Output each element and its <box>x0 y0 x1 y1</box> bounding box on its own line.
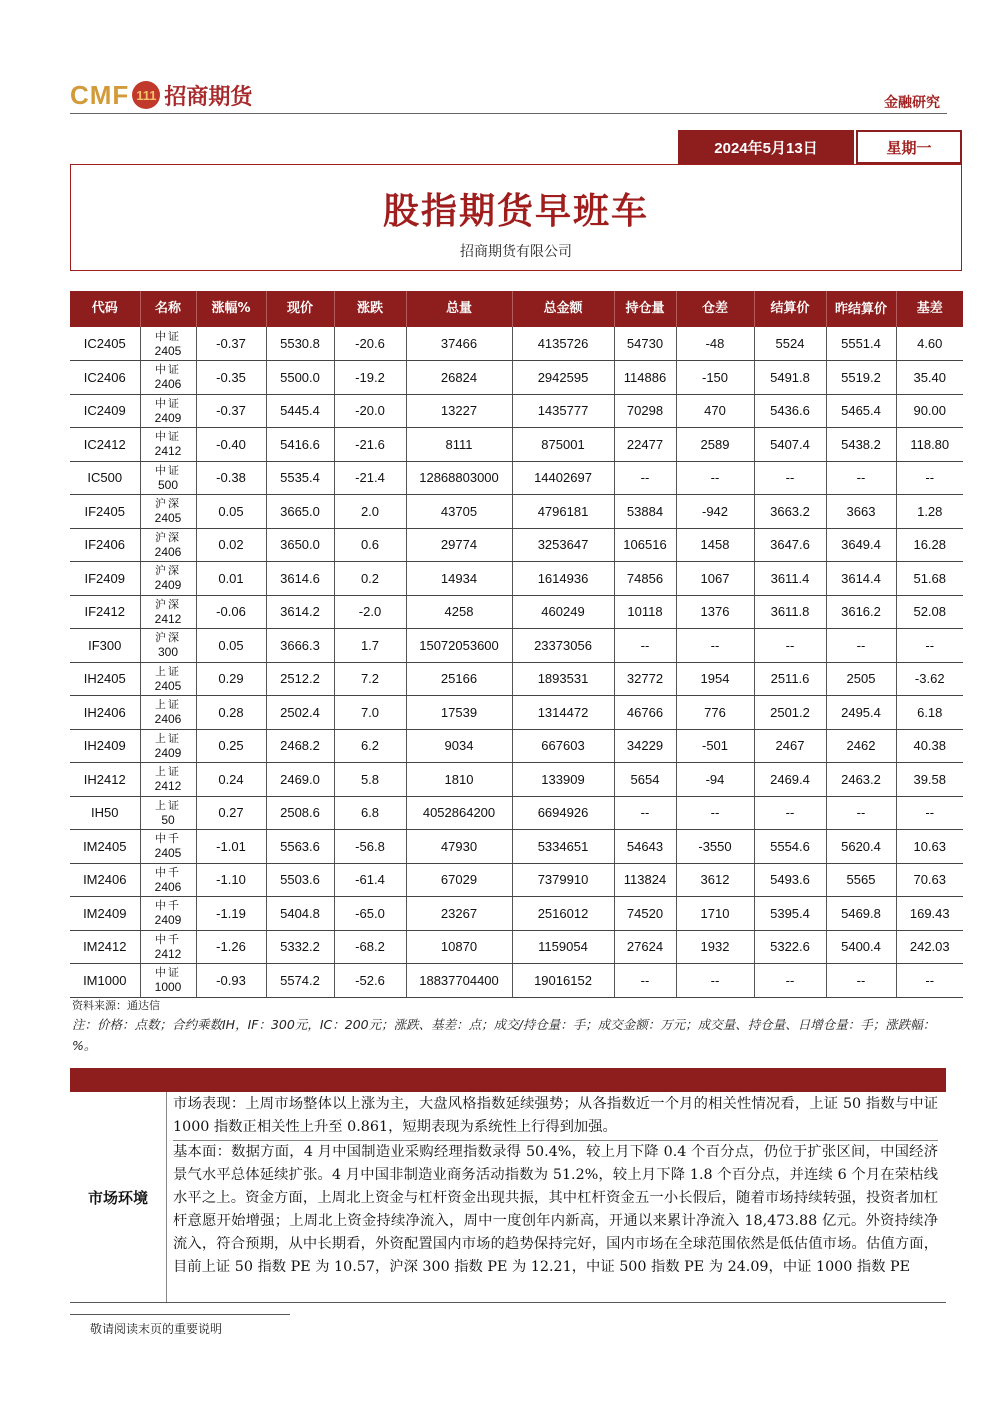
table-cell: 1435777 <box>512 394 614 428</box>
table-cell: 9034 <box>406 729 512 763</box>
table-cell: IC2405 <box>70 327 140 361</box>
table-cell: -1.01 <box>196 830 266 864</box>
logo-cmf-text: CMF <box>70 79 130 110</box>
table-cell: 上证 50 <box>140 796 196 830</box>
table-cell: 4135726 <box>512 327 614 361</box>
table-cell: 2.0 <box>334 495 406 529</box>
table-cell: 2505 <box>826 662 896 696</box>
table-cell: 14934 <box>406 562 512 596</box>
table-cell: -- <box>896 461 963 495</box>
table-cell: 10870 <box>406 930 512 964</box>
table-cell: IM1000 <box>70 964 140 998</box>
table-cell: 5395.4 <box>754 897 826 931</box>
table-cell: 133909 <box>512 763 614 797</box>
table-cell: 242.03 <box>896 930 963 964</box>
table-cell: -65.0 <box>334 897 406 931</box>
table-cell: 10.63 <box>896 830 963 864</box>
table-cell: 4.60 <box>896 327 963 361</box>
company-logo <box>70 78 252 112</box>
table-cell: 5654 <box>614 763 676 797</box>
market-commentary <box>173 1093 938 1279</box>
table-cell: 37466 <box>406 327 512 361</box>
table-cell: 中证 2405 <box>140 327 196 361</box>
table-cell: 5438.2 <box>826 428 896 462</box>
table-cell: 1458 <box>676 528 754 562</box>
footer-divider <box>70 1314 290 1315</box>
section-header-bar <box>70 1068 946 1092</box>
table-cell: 2467 <box>754 729 826 763</box>
table-cell: 5332.2 <box>266 930 334 964</box>
market-performance-paragraph: 市场表现：上周市场整体以上涨为主，大盘风格指数延续强势；从各指数近一个月的相关性情况看，上证 50 指数与中证 1000 指数正相关性上升至 0.861，短期表现为系统性上行得到加强。 <box>173 1096 938 1135</box>
logo-badge-icon: 111 <box>132 81 160 109</box>
table-cell: 10118 <box>614 595 676 629</box>
table-cell: 1810 <box>406 763 512 797</box>
column-header: 持仓量 <box>614 291 676 327</box>
table-cell: 6.8 <box>334 796 406 830</box>
table-cell: 1710 <box>676 897 754 931</box>
table-cell: -21.6 <box>334 428 406 462</box>
table-cell: 3665.0 <box>266 495 334 529</box>
table-cell: 5524 <box>754 327 826 361</box>
table-cell: 25166 <box>406 662 512 696</box>
table-cell: 90.00 <box>896 394 963 428</box>
table-cell: 3614.4 <box>826 562 896 596</box>
table-cell: 53884 <box>614 495 676 529</box>
table-cell: 6.18 <box>896 696 963 730</box>
table-cell: 5407.4 <box>754 428 826 462</box>
table-cell: 16.28 <box>896 528 963 562</box>
table-cell: IM2409 <box>70 897 140 931</box>
table-cell: 中证 2406 <box>140 361 196 395</box>
logo-company-name: 招商期货 <box>164 83 253 110</box>
table-cell: -- <box>826 964 896 998</box>
table-cell: IF2409 <box>70 562 140 596</box>
table-cell: 667603 <box>512 729 614 763</box>
table-cell: 2512.2 <box>266 662 334 696</box>
column-header: 昨结算价 <box>826 291 896 327</box>
table-cell: 14402697 <box>512 461 614 495</box>
department-label: 金融研究 <box>884 95 940 111</box>
table-cell: -2.0 <box>334 595 406 629</box>
table-cell: 0.05 <box>196 629 266 663</box>
table-cell: 5436.6 <box>754 394 826 428</box>
table-cell: 39.58 <box>896 763 963 797</box>
table-cell: 0.29 <box>196 662 266 696</box>
table-cell: 7379910 <box>512 863 614 897</box>
table-cell: 114886 <box>614 361 676 395</box>
table-cell: 沪深 2406 <box>140 528 196 562</box>
table-cell: 1614936 <box>512 562 614 596</box>
table-cell: 5503.6 <box>266 863 334 897</box>
table-row <box>70 629 963 663</box>
table-cell: 4258 <box>406 595 512 629</box>
column-header: 涨幅% <box>196 291 266 327</box>
table-cell: 1.7 <box>334 629 406 663</box>
table-cell: -3550 <box>676 830 754 864</box>
table-cell: 113824 <box>614 863 676 897</box>
table-cell: 5574.2 <box>266 964 334 998</box>
table-cell: 23267 <box>406 897 512 931</box>
table-cell: 54643 <box>614 830 676 864</box>
table-cell: 6.2 <box>334 729 406 763</box>
table-cell: IC2406 <box>70 361 140 395</box>
table-cell: IH2409 <box>70 729 140 763</box>
table-cell: IM2406 <box>70 863 140 897</box>
table-cell: 54730 <box>614 327 676 361</box>
table-row <box>70 394 963 428</box>
table-cell: 3663 <box>826 495 896 529</box>
table-cell: 2495.4 <box>826 696 896 730</box>
table-cell: -0.37 <box>196 327 266 361</box>
table-cell: 460249 <box>512 595 614 629</box>
table-cell: -94 <box>676 763 754 797</box>
table-cell: -- <box>896 629 963 663</box>
table-cell: 23373056 <box>512 629 614 663</box>
table-cell: 0.6 <box>334 528 406 562</box>
table-cell: 169.43 <box>896 897 963 931</box>
table-row <box>70 327 963 361</box>
table-cell: 2508.6 <box>266 796 334 830</box>
table-cell: -- <box>826 796 896 830</box>
table-cell: 3650.0 <box>266 528 334 562</box>
table-cell: 2516012 <box>512 897 614 931</box>
column-header: 现价 <box>266 291 334 327</box>
table-cell: 2468.2 <box>266 729 334 763</box>
table-cell: 5551.4 <box>826 327 896 361</box>
table-cell: 0.27 <box>196 796 266 830</box>
table-cell: 3614.2 <box>266 595 334 629</box>
table-row <box>70 528 963 562</box>
table-cell: 3666.3 <box>266 629 334 663</box>
table-cell: 上证 2406 <box>140 696 196 730</box>
table-cell: 2942595 <box>512 361 614 395</box>
table-cell: IH2405 <box>70 662 140 696</box>
table-cell: -- <box>614 629 676 663</box>
table-cell: -1.10 <box>196 863 266 897</box>
table-cell: -20.0 <box>334 394 406 428</box>
table-cell: 3616.2 <box>826 595 896 629</box>
table-row <box>70 830 963 864</box>
table-cell: 1.28 <box>896 495 963 529</box>
table-cell: 18837704400 <box>406 964 512 998</box>
title-box <box>70 164 962 271</box>
table-cell: -- <box>754 964 826 998</box>
column-header: 基差 <box>896 291 963 327</box>
table-cell: 35.40 <box>896 361 963 395</box>
table-cell: 13227 <box>406 394 512 428</box>
table-cell: 5535.4 <box>266 461 334 495</box>
table-cell: 776 <box>676 696 754 730</box>
table-cell: -0.35 <box>196 361 266 395</box>
table-cell: 0.2 <box>334 562 406 596</box>
header-divider <box>70 113 947 114</box>
table-cell: 沪深 300 <box>140 629 196 663</box>
table-cell: -501 <box>676 729 754 763</box>
table-cell: 1376 <box>676 595 754 629</box>
table-cell: 51.68 <box>896 562 963 596</box>
table-row <box>70 595 963 629</box>
table-cell: IH2406 <box>70 696 140 730</box>
table-cell: IF2406 <box>70 528 140 562</box>
column-header: 结算价 <box>754 291 826 327</box>
table-row <box>70 662 963 696</box>
table-cell: -- <box>614 796 676 830</box>
table-cell: -942 <box>676 495 754 529</box>
table-cell: -- <box>754 629 826 663</box>
page-title: 股指期货早班车 <box>382 190 649 232</box>
table-cell: 1314472 <box>512 696 614 730</box>
table-cell: 5465.4 <box>826 394 896 428</box>
table-cell: 0.28 <box>196 696 266 730</box>
table-cell: 3614.6 <box>266 562 334 596</box>
table-cell: -0.06 <box>196 595 266 629</box>
table-cell: 沪深 2409 <box>140 562 196 596</box>
table-cell: -0.37 <box>196 394 266 428</box>
column-header: 总金额 <box>512 291 614 327</box>
table-cell: 中证 2412 <box>140 428 196 462</box>
table-cell: -68.2 <box>334 930 406 964</box>
table-cell: 2501.2 <box>754 696 826 730</box>
table-header-row <box>70 291 963 327</box>
table-cell: 0.24 <box>196 763 266 797</box>
table-cell: 3611.8 <box>754 595 826 629</box>
table-cell: -52.6 <box>334 964 406 998</box>
table-cell: -20.6 <box>334 327 406 361</box>
table-cell: 46766 <box>614 696 676 730</box>
table-cell: 3253647 <box>512 528 614 562</box>
table-cell: 5530.8 <box>266 327 334 361</box>
table-cell: 2589 <box>676 428 754 462</box>
table-cell: 5404.8 <box>266 897 334 931</box>
company-name: 招商期货有限公司 <box>460 244 572 260</box>
table-cell: -- <box>676 461 754 495</box>
table-cell: -- <box>676 964 754 998</box>
table-cell: 2502.4 <box>266 696 334 730</box>
table-cell: -1.26 <box>196 930 266 964</box>
table-cell: 43705 <box>406 495 512 529</box>
data-source: 资料来源：通达信 <box>72 999 160 1012</box>
table-cell: -- <box>676 629 754 663</box>
table-cell: IC500 <box>70 461 140 495</box>
paragraph-divider <box>173 1140 938 1141</box>
table-cell: 29774 <box>406 528 512 562</box>
table-cell: 3611.4 <box>754 562 826 596</box>
table-cell: -- <box>614 964 676 998</box>
table-cell: 0.25 <box>196 729 266 763</box>
table-cell: 5416.6 <box>266 428 334 462</box>
table-cell: 17539 <box>406 696 512 730</box>
section-label-market: 市场环境 <box>87 1188 148 1207</box>
table-cell: 875001 <box>512 428 614 462</box>
table-cell: -- <box>826 461 896 495</box>
table-cell: IF2412 <box>70 595 140 629</box>
table-cell: 470 <box>676 394 754 428</box>
table-cell: 0.05 <box>196 495 266 529</box>
table-cell: 上证 2412 <box>140 763 196 797</box>
table-cell: -0.40 <box>196 428 266 462</box>
table-cell: 8111 <box>406 428 512 462</box>
table-cell: 7.2 <box>334 662 406 696</box>
table-cell: 中千 2406 <box>140 863 196 897</box>
table-cell: 沪深 2412 <box>140 595 196 629</box>
table-cell: 118.80 <box>896 428 963 462</box>
table-row <box>70 863 963 897</box>
table-row <box>70 897 963 931</box>
table-cell: 47930 <box>406 830 512 864</box>
table-cell: 2469.0 <box>266 763 334 797</box>
table-row <box>70 428 963 462</box>
footer-disclaimer: 敬请阅读末页的重要说明 <box>90 1322 223 1336</box>
table-cell: 中千 2409 <box>140 897 196 931</box>
table-cell: 15072053600 <box>406 629 512 663</box>
table-cell: -0.93 <box>196 964 266 998</box>
table-cell: IC2409 <box>70 394 140 428</box>
table-cell: 5334651 <box>512 830 614 864</box>
table-cell: 106516 <box>614 528 676 562</box>
table-cell: 74520 <box>614 897 676 931</box>
table-cell: IH2412 <box>70 763 140 797</box>
column-header: 名称 <box>140 291 196 327</box>
table-cell: 70.63 <box>896 863 963 897</box>
table-cell: 5563.6 <box>266 830 334 864</box>
section-vertical-divider <box>166 1092 167 1302</box>
table-cell: 5565 <box>826 863 896 897</box>
table-cell: 1954 <box>676 662 754 696</box>
column-header: 总量 <box>406 291 512 327</box>
table-cell: 52.08 <box>896 595 963 629</box>
table-cell: 67029 <box>406 863 512 897</box>
table-cell: -- <box>896 796 963 830</box>
table-cell: 5519.2 <box>826 361 896 395</box>
futures-quote-table <box>70 291 963 998</box>
table-cell: 74856 <box>614 562 676 596</box>
table-cell: 4052864200 <box>406 796 512 830</box>
table-cell: 5400.4 <box>826 930 896 964</box>
table-cell: 2511.6 <box>754 662 826 696</box>
table-cell: 1159054 <box>512 930 614 964</box>
table-cell: 2463.2 <box>826 763 896 797</box>
table-cell: 0.02 <box>196 528 266 562</box>
table-cell: -1.19 <box>196 897 266 931</box>
table-row <box>70 930 963 964</box>
table-cell: -- <box>754 796 826 830</box>
table-row <box>70 361 963 395</box>
report-date: 2024年5月13日 <box>678 130 854 164</box>
table-cell: 5.8 <box>334 763 406 797</box>
table-cell: IM2405 <box>70 830 140 864</box>
table-cell: 5620.4 <box>826 830 896 864</box>
table-cell: 70298 <box>614 394 676 428</box>
table-cell: 中千 2405 <box>140 830 196 864</box>
table-cell: 12868803000 <box>406 461 512 495</box>
table-body <box>70 327 963 997</box>
table-cell: 32772 <box>614 662 676 696</box>
table-cell: 1067 <box>676 562 754 596</box>
table-cell: 中证 500 <box>140 461 196 495</box>
table-cell: 4796181 <box>512 495 614 529</box>
table-cell: 3647.6 <box>754 528 826 562</box>
table-row <box>70 562 963 596</box>
table-cell: 5500.0 <box>266 361 334 395</box>
report-weekday: 星期一 <box>856 130 962 164</box>
table-cell: 3612 <box>676 863 754 897</box>
table-cell: IF300 <box>70 629 140 663</box>
table-cell: -- <box>754 461 826 495</box>
section-bottom-divider <box>70 1302 946 1303</box>
table-note: 注：价格：点数；合约乘数IH，IF：300元，IC：200元；涨跌、基差：点；成交/持仓量：手；成交金额：万元；成交量、持仓量、日增仓量：手；涨跌幅：%。 <box>72 1017 936 1053</box>
table-cell: -19.2 <box>334 361 406 395</box>
table-cell: 5491.8 <box>754 361 826 395</box>
table-cell: IH50 <box>70 796 140 830</box>
table-cell: -- <box>614 461 676 495</box>
table-cell: 5445.4 <box>266 394 334 428</box>
table-row <box>70 461 963 495</box>
table-cell: -61.4 <box>334 863 406 897</box>
table-cell: 19016152 <box>512 964 614 998</box>
table-cell: 40.38 <box>896 729 963 763</box>
table-cell: 5469.8 <box>826 897 896 931</box>
table-cell: 中证 2409 <box>140 394 196 428</box>
table-cell: -- <box>826 629 896 663</box>
column-header: 涨跌 <box>334 291 406 327</box>
table-cell: -- <box>676 796 754 830</box>
table-cell: 上证 2409 <box>140 729 196 763</box>
table-cell: 中证 1000 <box>140 964 196 998</box>
table-cell: IF2405 <box>70 495 140 529</box>
table-cell: 26824 <box>406 361 512 395</box>
table-cell: -0.38 <box>196 461 266 495</box>
table-cell: 5322.6 <box>754 930 826 964</box>
table-cell: 1893531 <box>512 662 614 696</box>
table-cell: 上证 2405 <box>140 662 196 696</box>
table-row <box>70 964 963 998</box>
table-cell: 1932 <box>676 930 754 964</box>
table-cell: 2469.4 <box>754 763 826 797</box>
table-cell: -21.4 <box>334 461 406 495</box>
table-cell: 7.0 <box>334 696 406 730</box>
table-cell: 沪深 2405 <box>140 495 196 529</box>
table-cell: 0.01 <box>196 562 266 596</box>
table-cell: IC2412 <box>70 428 140 462</box>
table-cell: 5493.6 <box>754 863 826 897</box>
column-header: 仓差 <box>676 291 754 327</box>
table-cell: 22477 <box>614 428 676 462</box>
table-cell: 34229 <box>614 729 676 763</box>
table-cell: -3.62 <box>896 662 963 696</box>
table-cell: 27624 <box>614 930 676 964</box>
table-row <box>70 729 963 763</box>
table-cell: IM2412 <box>70 930 140 964</box>
table-cell: -56.8 <box>334 830 406 864</box>
table-cell: -- <box>896 964 963 998</box>
fundamentals-paragraph: 基本面：数据方面，4 月中国制造业采购经理指数录得 50.4%，较上月下降 0.4 个百分点，仍位于扩张区间，中国经济景气水平总体延续扩张。4 月中国非制造业商务活动指数为 51.2%，较上月下降 1.8 个百分点，并连续 6 个月在荣枯线水平之上。资金方面，上周北上资金与杠杆资金出现共振，其中杠杆资金五一小长假后，随着市场持续转强，投资者加杠杆意愿开始增强；上周北上资金持续净流入，周中一度创年内新高，开通以来累计净流入 18,473.88 亿元。外资持续净流入，符合预期，从中长期看，外资配置国内市场的趋势保持完好，国内市场在全球范围依然是低估值市场。估值方面，目前上证 50 指数 PE 为 10.57，沪深 300 指数 PE 为 12.21，中证 500 指数 PE 为 24.09，中证 1000 指数 PE <box>173 1144 938 1275</box>
column-header: 代码 <box>70 291 140 327</box>
table-cell: 3663.2 <box>754 495 826 529</box>
table-cell: 中千 2412 <box>140 930 196 964</box>
table-row <box>70 495 963 529</box>
table-row <box>70 696 963 730</box>
table-cell: 3649.4 <box>826 528 896 562</box>
table-row <box>70 763 963 797</box>
table-cell: 5554.6 <box>754 830 826 864</box>
table-cell: -150 <box>676 361 754 395</box>
table-cell: 2462 <box>826 729 896 763</box>
table-cell: 6694926 <box>512 796 614 830</box>
table-cell: -48 <box>676 327 754 361</box>
table-row <box>70 796 963 830</box>
